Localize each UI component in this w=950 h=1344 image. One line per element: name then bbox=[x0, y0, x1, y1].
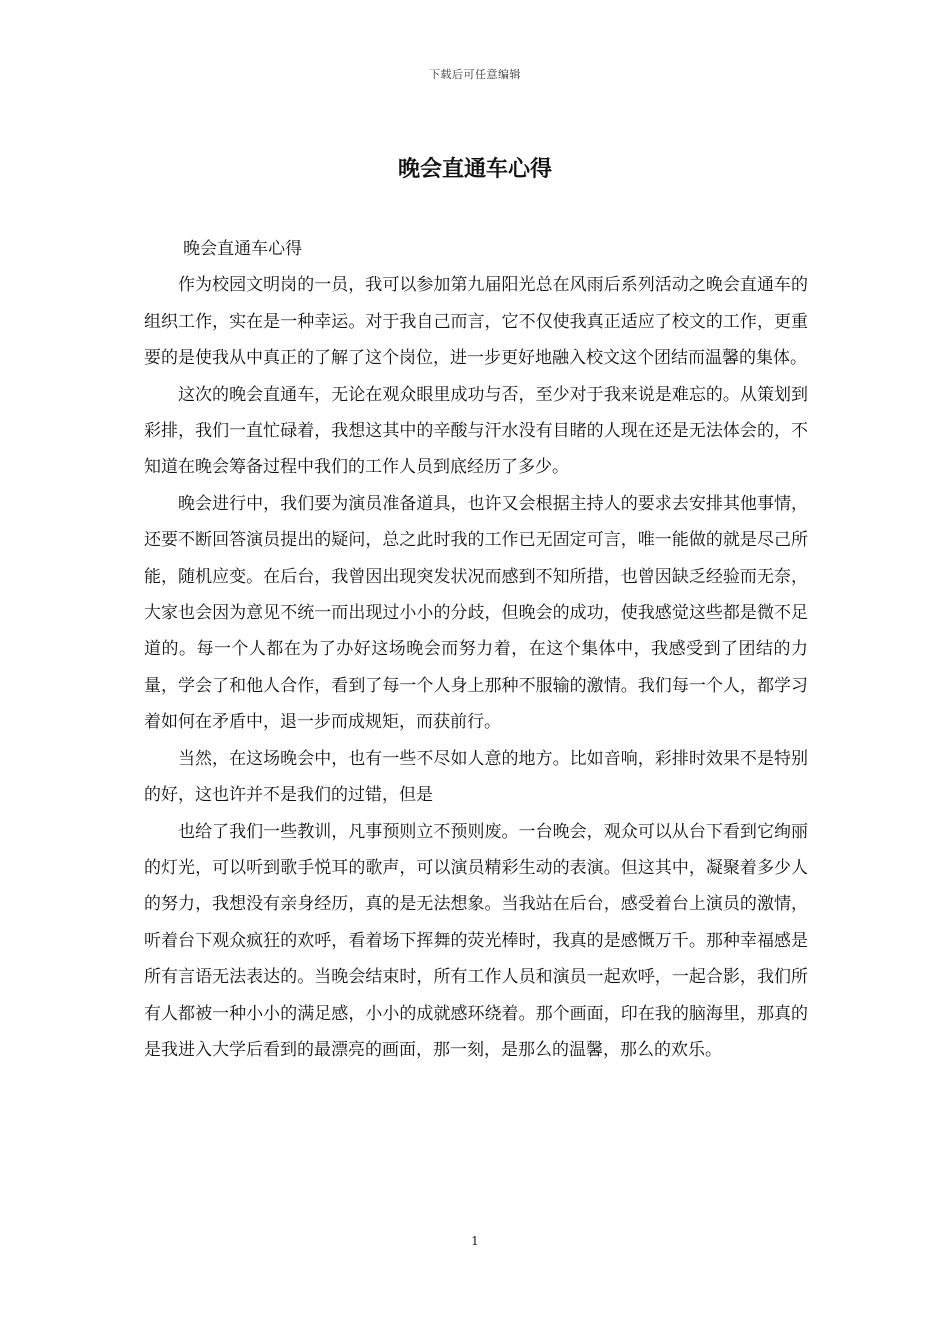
document-body bbox=[144, 231, 808, 1068]
paragraph: 也给了我们一些教训，凡事预则立不预则废。一台晚会，观众可以从台下看到它绚丽的灯光，可以听到歌手悦耳的歌声，可以演员精彩生动的表演。但这其中，凝聚着多少人的努力，我想没有亲身经历，真的是无法想象。当我站在后台，感受着台上演员的激情，听着台下观众疯狂的欢呼，看着场下挥舞的荧光棒时，我真的是感慨万千。那种幸福感是所有言语无法表达的。当晚会结束时，所有工作人员和演员一起欢呼，一起合影，我们所有人都被一种小小的满足感，小小的成就感环绕着。那个画面，印在我的脑海里，那真的是我进入大学后看到的最漂亮的画面，那一刻，是那么的温馨，那么的欢乐。 bbox=[144, 821, 808, 1060]
paragraph: 这次的晚会直通车，无论在观众眼里成功与否，至少对于我来说是难忘的。从策划到彩排，我们一直忙碌着，我想这其中的辛酸与汗水没有目睹的人现在还是无法体会的，不知道在晚会筹备过程中我们的工作人员到底经历了多少。 bbox=[144, 384, 808, 478]
paragraph-subtitle: 晚会直通车心得 bbox=[183, 239, 303, 259]
paragraph: 作为校园文明岗的一员，我可以参加第九届阳光总在风雨后系列活动之晚会直通车的组织工作，实在是一种幸运。对于我自己而言，它不仅使我真正适应了校文的工作，更重要的是使我从中真正的了解了这个岗位，进一步更好地融入校文这个团结而温馨的集体。 bbox=[144, 275, 808, 369]
document-title: 晚会直通车心得 bbox=[397, 157, 552, 182]
paragraph: 当然，在这场晚会中，也有一些不尽如人意的地方。比如音响，彩排时效果不是特别的好，这也许并不是我们的过错，但是 bbox=[144, 748, 808, 806]
header-note: 下载后可任意编辑 bbox=[429, 68, 521, 81]
paragraph: 晚会进行中，我们要为演员准备道具，也许又会根据主持人的要求去安排其他事情，还要不断回答演员提出的疑问，总之此时我的工作已无固定可言，唯一能做的就是尽己所能，随机应变。在后台，我曾因出现突发状况而感到不知所措，也曾因缺乏经验而无奈，大家也会因为意见不统一而出现过小小的分歧，但晚会的成功，使我感觉这些都是微不足道的。每一个人都在为了办好这场晚会而努力着，在这个集体中，我感受到了团结的力量，学会了和他人合作，看到了每一个人身上那种不服输的激情。我们每一个人，都学习着如何在矛盾中，退一步而成规矩，而获前行。 bbox=[144, 493, 808, 733]
page-number: 1 bbox=[471, 1234, 479, 1248]
